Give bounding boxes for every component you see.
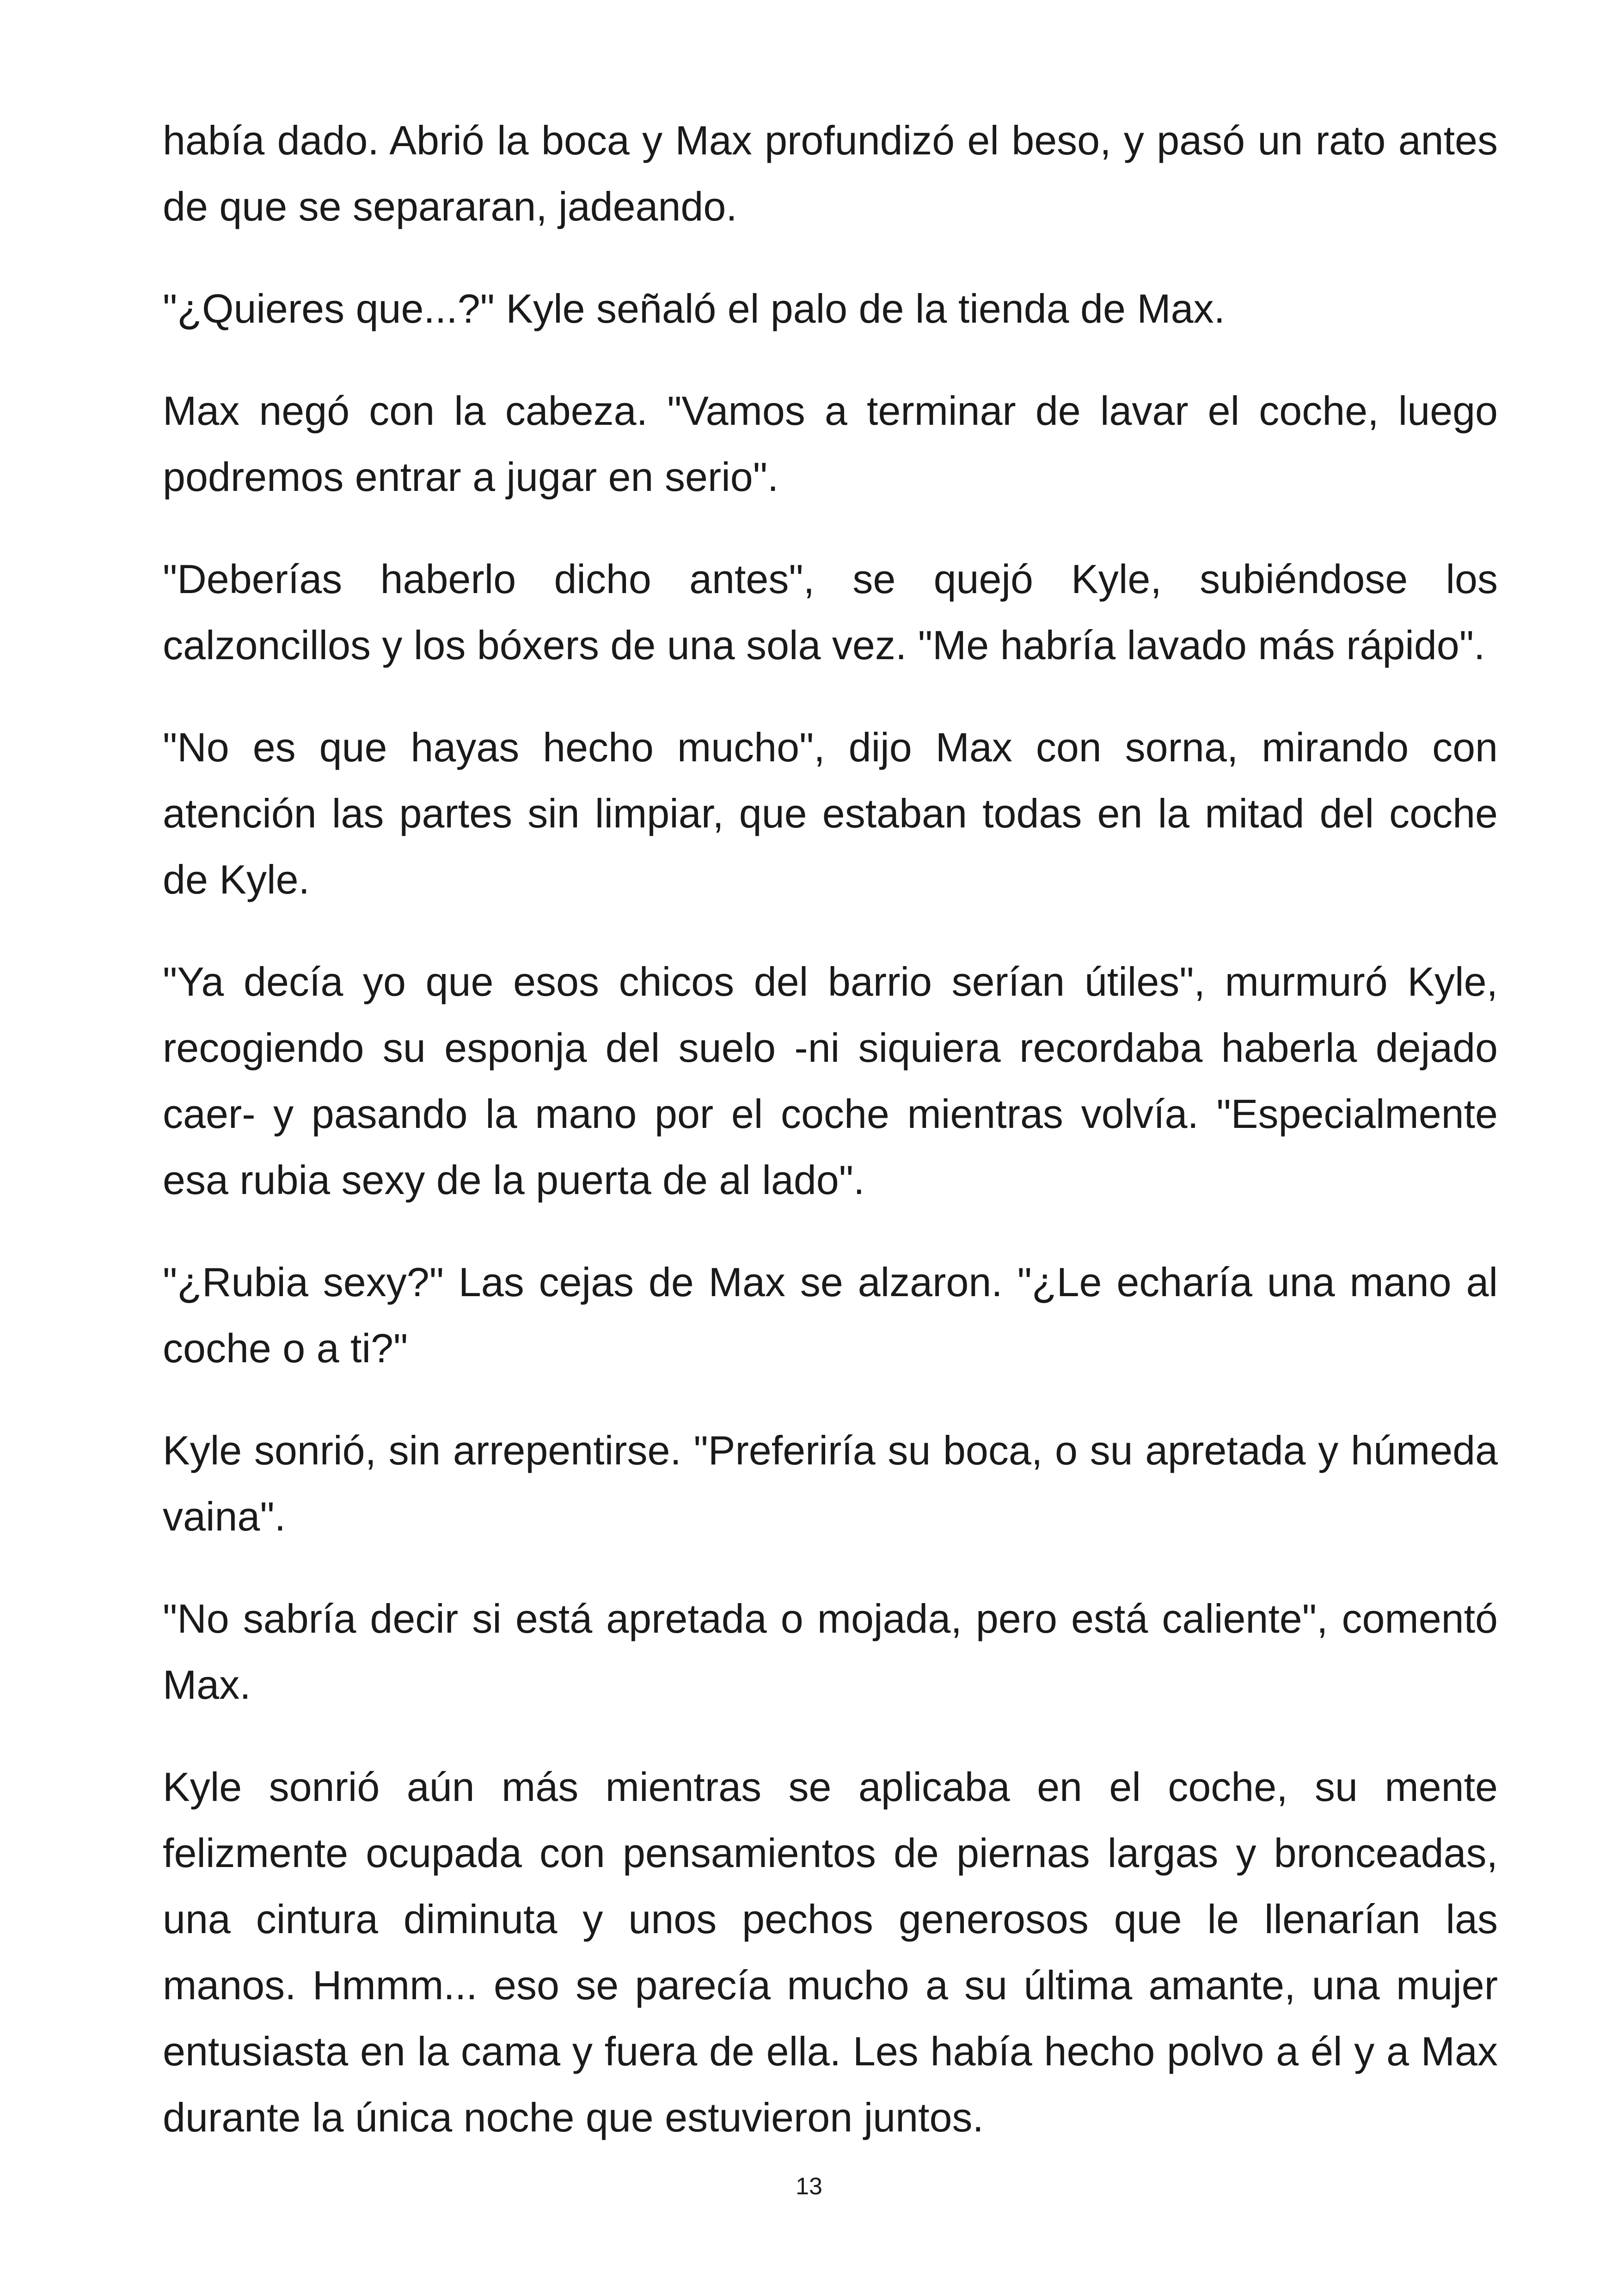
paragraph: "No sabría decir si está apretada o mojada, pero está caliente", comentó Max. (163, 1596, 1498, 1708)
paragraph: "¿Quieres que...?" Kyle señaló el palo de la tienda de Max. (163, 286, 1226, 331)
paragraph: Kyle sonrió aún más mientras se aplicaba en el coche, su mente felizmente ocupada con pensamientos de piernas largas y bronceadas, una cintura diminuta y unos pechos generosos que le llenarían las manos. Hmmm... eso se parecía mucho a su última amante, una mujer entusiasta en la cama y fuera de ella. Les había hecho polvo a él y a Max durante la única noche que estuvieron juntos. (163, 1764, 1498, 2140)
paragraph: Max negó con la cabeza. "Vamos a terminar de lavar el coche, luego podremos entrar a jugar en serio". (163, 388, 1498, 500)
paragraph: había dado. Abrió la boca y Max profundizó el beso, y pasó un rato antes de que se separaran, jadeando. (163, 117, 1498, 229)
paragraph: "Deberías haberlo dicho antes", se quejó Kyle, subiéndose los calzoncillos y los bóxers de una sola vez. "Me habría lavado más rápido". (163, 556, 1498, 668)
paragraph: "¿Rubia sexy?" Las cejas de Max se alzaron. "¿Le echaría una mano al coche o a ti?" (163, 1259, 1498, 1371)
paragraph: Kyle sonrió, sin arrepentirse. "Preferiría su boca, o su apretada y húmeda vaina". (163, 1427, 1498, 1539)
paragraph: "Ya decía yo que esos chicos del barrio serían útiles", murmuró Kyle, recogiendo su esponja del suelo -ni siquiera recordaba haberla dejado caer- y pasando la mano por el coche mientras volvía. "Especialmente esa rubia sexy de la puerta de al lado". (163, 959, 1498, 1203)
body-text (163, 107, 1498, 2186)
page-number: 13 (796, 2173, 822, 2200)
paragraph: "No es que hayas hecho mucho", dijo Max con sorna, mirando con atención las partes sin limpiar, que estaban todas en la mitad del coche de Kyle. (163, 724, 1498, 902)
